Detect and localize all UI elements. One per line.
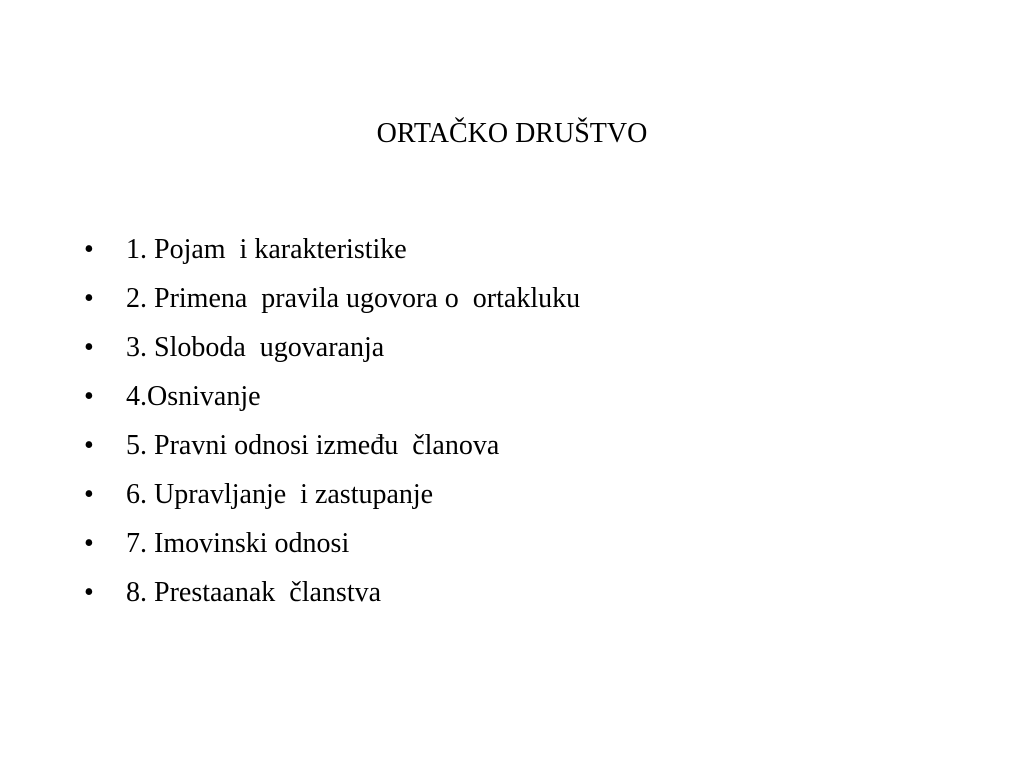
- list-item-text: 8. Prestaanak članstva: [126, 577, 382, 608]
- list-item-text: 3. Sloboda ugovaranja: [126, 332, 385, 363]
- bullet-icon: •: [84, 430, 94, 461]
- bullet-icon: •: [84, 332, 94, 363]
- list-item: [84, 374, 261, 423]
- list-item-text: 2. Primena pravila ugovora o ortakluku: [126, 283, 581, 314]
- bullet-icon: •: [84, 381, 94, 412]
- list-item: [84, 423, 500, 472]
- list-item: [84, 521, 350, 570]
- slide-title: ORTAČKO DRUŠTVO: [376, 118, 648, 149]
- list-item: [84, 472, 434, 521]
- list-item: [84, 325, 385, 374]
- bullet-icon: •: [84, 479, 94, 510]
- bullet-icon: •: [84, 283, 94, 314]
- bullet-icon: •: [84, 234, 94, 265]
- bullet-icon: •: [84, 528, 94, 559]
- list-item-text: 7. Imovinski odnosi: [126, 528, 350, 559]
- list-item-text: 5. Pravni odnosi između članova: [126, 430, 500, 461]
- list-item-text: 6. Upravljanje i zastupanje: [126, 479, 434, 510]
- list-item-text: 1. Pojam i karakteristike: [126, 234, 407, 265]
- bullet-icon: •: [84, 577, 94, 608]
- bullet-list: [84, 227, 581, 619]
- list-item: [84, 227, 407, 276]
- list-item: [84, 570, 382, 619]
- list-item-text: 4.Osnivanje: [126, 381, 261, 412]
- list-item: [84, 276, 581, 325]
